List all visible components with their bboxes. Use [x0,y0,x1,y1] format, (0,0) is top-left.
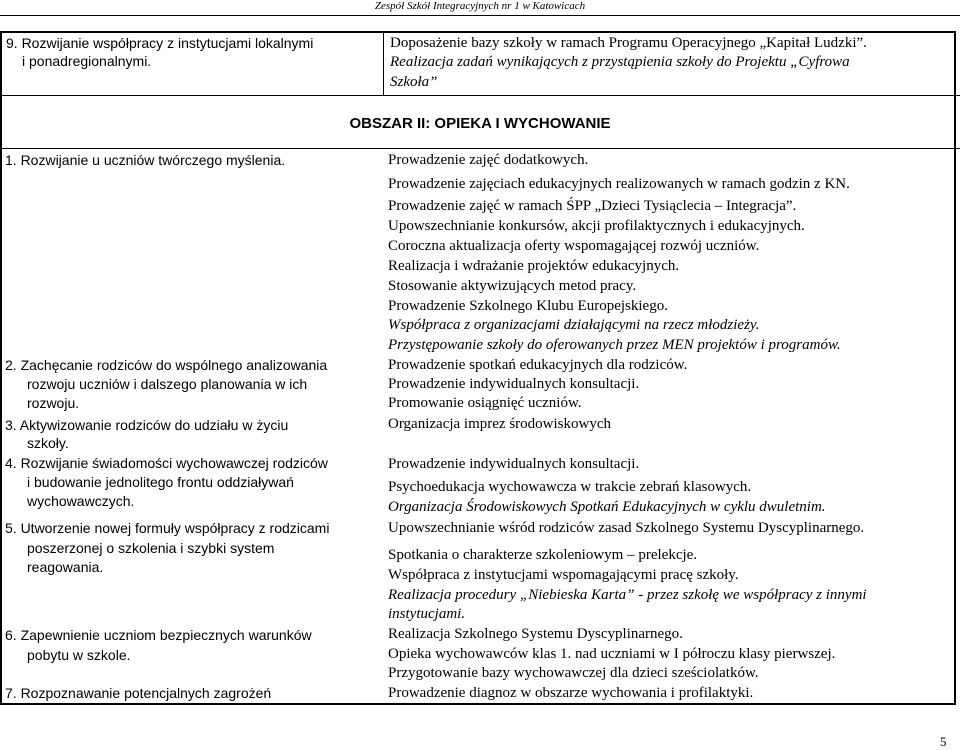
right-line-3: Prowadzenie zajęć w ramach ŚPP „Dzieci Tysiąclecia – Integracja”. [388,198,797,214]
row9-right-line3: Szkoła” [390,74,438,90]
left-item-1: 1. Rozwijanie u uczniów twórczego myślenia. [5,152,286,168]
left-item-6-line1: 6. Zapewnienie uczniom bezpiecznych warunków [5,627,312,643]
left-item-4-line1: 4. Rozwijanie świadomości wychowawczej rodziców [5,455,328,471]
section-bottom-rule [0,148,960,149]
right-line-26: Prowadzenie diagnoz w obszarze wychowania i profilaktyki. [388,685,754,701]
left-item-5-line2: poszerzonej o szkolenia i szybki system [27,540,275,556]
section-title: OBSZAR II: OPIEKA I WYCHOWANIE [349,115,611,132]
right-line-21: Realizacja procedury „Niebieska Karta” - przez szkołę we współpracy z innymi [388,587,867,603]
running-header: Zespół Szkół Integracyjnych nr 1 w Katowicach [374,0,586,12]
left-item-2-line2: rozwoju uczniów i dalszego planowania w ich [27,376,308,392]
right-line-17: Organizacja Środowiskowych Spotkań Edukacyjnych w cyklu dwuletnim. [388,499,826,515]
right-line-22: instytucjami. [388,606,466,622]
left-item-6-line2: pobytu w szkole. [27,647,131,663]
header-rule [0,15,960,16]
page-number: 5 [940,734,947,749]
row9-left-line2: i ponadregionalnymi. [22,53,152,69]
right-line-20: Współpraca z instytucjami wspomagającymi pracę szkoły. [388,567,739,583]
row9-right-line1: Doposażenie bazy szkoły w ramach Programu Operacyjnego „Kapitał Ludzki”. [390,35,867,51]
left-item-2-line1: 2. Zachęcanie rodziców do wspólnego analizowania [5,357,328,373]
right-line-19: Spotkania o charakterze szkoleniowym – prelekcje. [388,547,698,563]
right-line-18: Upowszechnianie wśród rodziców zasad Szkolnego Systemu Dyscyplinarnego. [388,520,865,536]
right-line-4: Upowszechnianie konkursów, akcji profilaktycznych i edukacyjnych. [388,218,805,234]
left-item-4-line3: wychowawczych. [27,493,135,509]
left-item-4-line2: i budowanie jednolitego frontu oddziaływań [27,474,294,490]
right-line-16: Psychoedukacja wychowawcza w trakcie zebrań klasowych. [388,479,752,495]
row9-left-line1: 9. Rozwijanie współpracy z instytucjami lokalnymi [6,35,314,51]
left-item-5-line3: reagowania. [27,559,104,575]
right-line-8: Prowadzenie Szkolnego Klubu Europejskiego. [388,298,668,314]
right-line-6: Realizacja i wdrażanie projektów edukacyjnych. [388,258,680,274]
right-line-2: Prowadzenie zajęciach edukacyjnych realizowanych w ramach godzin z KN. [388,176,850,192]
row9-bottom-rule [0,95,960,96]
right-line-15: Prowadzenie indywidualnych konsultacji. [388,456,640,472]
row9-column-divider [383,31,384,95]
row9-right-line2: Realizacja zadań wynikających z przystąpienia szkoły do Projektu „Cyfrowa [390,54,850,70]
right-line-23: Realizacja Szkolnego Systemu Dyscyplinarnego. [388,626,683,642]
left-item-5-line1: 5. Utworzenie nowej formuły współpracy z rodzicami [5,520,330,536]
left-item-3-line1: 3. Aktywizowanie rodziców do udziału w życiu [5,417,289,433]
right-line-24: Opieka wychowawców klas 1. nad uczniami w I półroczu klasy pierwszej. [388,646,836,662]
right-line-9: Współpraca z organizacjami działającymi na rzecz młodzieży. [388,317,760,333]
right-line-10: Przystępowanie szkoły do oferowanych przez MEN projektów i programów. [388,337,841,353]
left-item-7: 7. Rozpoznawanie potencjalnych zagrożeń [5,685,272,701]
right-line-11: Prowadzenie spotkań edukacyjnych dla rodziców. [388,357,688,373]
right-line-1: Prowadzenie zajęć dodatkowych. [388,152,589,168]
right-line-5: Coroczna aktualizacja oferty wspomagającej rozwój uczniów. [388,238,760,254]
left-item-3-line2: szkoły. [27,435,69,451]
right-line-12: Prowadzenie indywidualnych konsultacji. [388,376,640,392]
right-line-14: Organizacja imprez środowiskowych [388,416,611,432]
right-line-25: Przygotowanie bazy wychowawczej dla dzieci sześciolatków. [388,665,759,681]
right-line-13: Promowanie osiągnięć uczniów. [388,395,582,411]
right-line-7: Stosowanie aktywizujących metod pracy. [388,278,637,294]
left-item-2-line3: rozwoju. [27,395,80,411]
